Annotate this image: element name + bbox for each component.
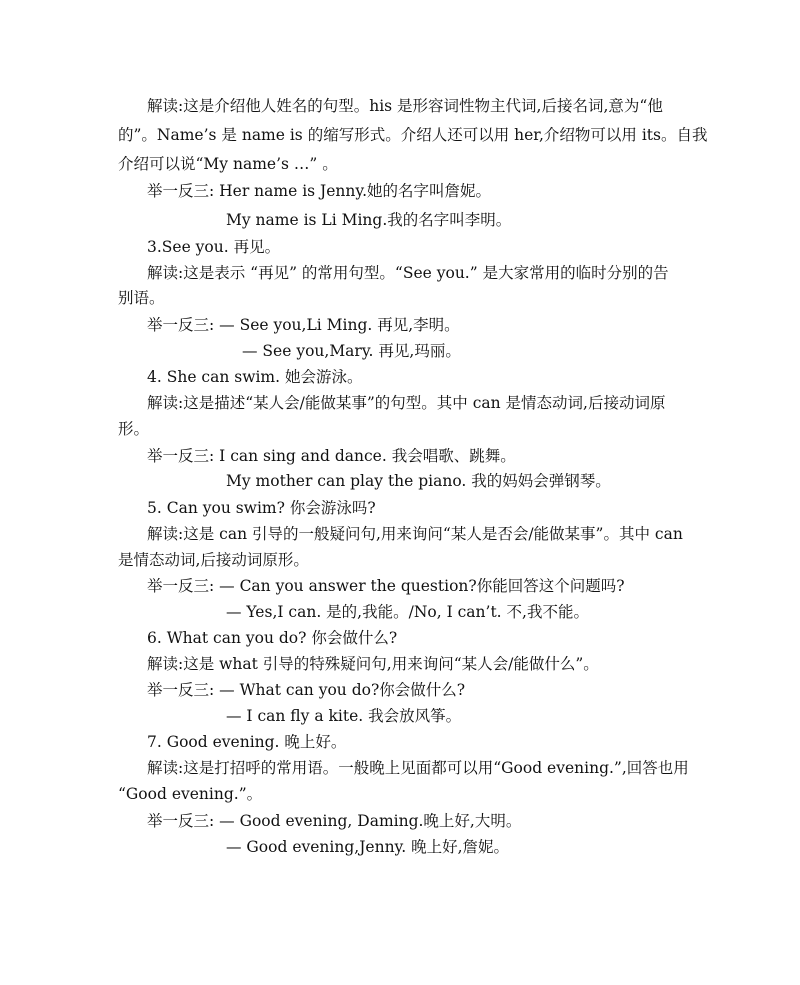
text-line: 的”。Name’s 是 name is 的缩写形式。介绍人还可以用 her,介绍物可以用 its。自我 bbox=[118, 126, 708, 144]
text-line: 形。 bbox=[118, 420, 150, 438]
text-line: 解读:这是 what 引导的特殊疑问句,用来询问“某人会/能做什么”。 bbox=[147, 655, 599, 673]
text-line: 举一反三: — Can you answer the question?你能回答这个问题吗? bbox=[147, 577, 625, 595]
text-line: “Good evening.”。 bbox=[118, 785, 263, 803]
text-line: — See you,Mary. 再见,玛丽。 bbox=[242, 342, 461, 360]
text-line: 举一反三: — What can you do?你会做什么? bbox=[147, 681, 466, 699]
text-line: 解读:这是打招呼的常用语。一般晚上见面都可以用“Good evening.”,回答也用 bbox=[147, 759, 689, 777]
section-heading: 7. Good evening. 晚上好。 bbox=[147, 733, 347, 751]
text-line: 是情态动词,后接动词原形。 bbox=[118, 551, 309, 569]
text-line: — Good evening,Jenny. 晚上好,詹妮。 bbox=[226, 838, 510, 856]
text-line: 解读:这是表示 “再见” 的常用句型。“See you.” 是大家常用的临时分别的告 bbox=[147, 264, 669, 282]
text-line: 解读:这是描述“某人会/能做某事”的句型。其中 can 是情态动词,后接动词原 bbox=[147, 394, 666, 412]
text-line: 举一反三: Her name is Jenny.她的名字叫詹妮。 bbox=[147, 182, 492, 200]
text-line: 举一反三: — Good evening, Daming.晚上好,大明。 bbox=[147, 812, 522, 830]
text-line: 举一反三: I can sing and dance. 我会唱歌、跳舞。 bbox=[147, 447, 516, 465]
text-line: — Yes,I can. 是的,我能。/No, I can’t. 不,我不能。 bbox=[226, 603, 589, 621]
text-line: My name is Li Ming.我的名字叫李明。 bbox=[226, 211, 512, 229]
text-line: 解读:这是 can 引导的一般疑问句,用来询问“某人是否会/能做某事”。其中 can bbox=[147, 525, 683, 543]
text-line: 介绍可以说“My name’s …” 。 bbox=[118, 155, 338, 173]
text-line: 举一反三: — See you,Li Ming. 再见,李明。 bbox=[147, 316, 460, 334]
text-line: 别语。 bbox=[118, 289, 165, 307]
section-heading: 3.See you. 再见。 bbox=[147, 238, 281, 256]
section-heading: 5. Can you swim? 你会游泳吗? bbox=[147, 499, 376, 517]
text-line: 解读:这是介绍他人姓名的句型。his 是形容词性物主代词,后接名词,意为“他 bbox=[147, 97, 663, 115]
text-line: — I can fly a kite. 我会放风筝。 bbox=[226, 707, 462, 725]
section-heading: 4. She can swim. 她会游泳。 bbox=[147, 368, 363, 386]
text-line: My mother can play the piano. 我的妈妈会弹钢琴。 bbox=[226, 472, 611, 490]
section-heading: 6. What can you do? 你会做什么? bbox=[147, 629, 398, 647]
